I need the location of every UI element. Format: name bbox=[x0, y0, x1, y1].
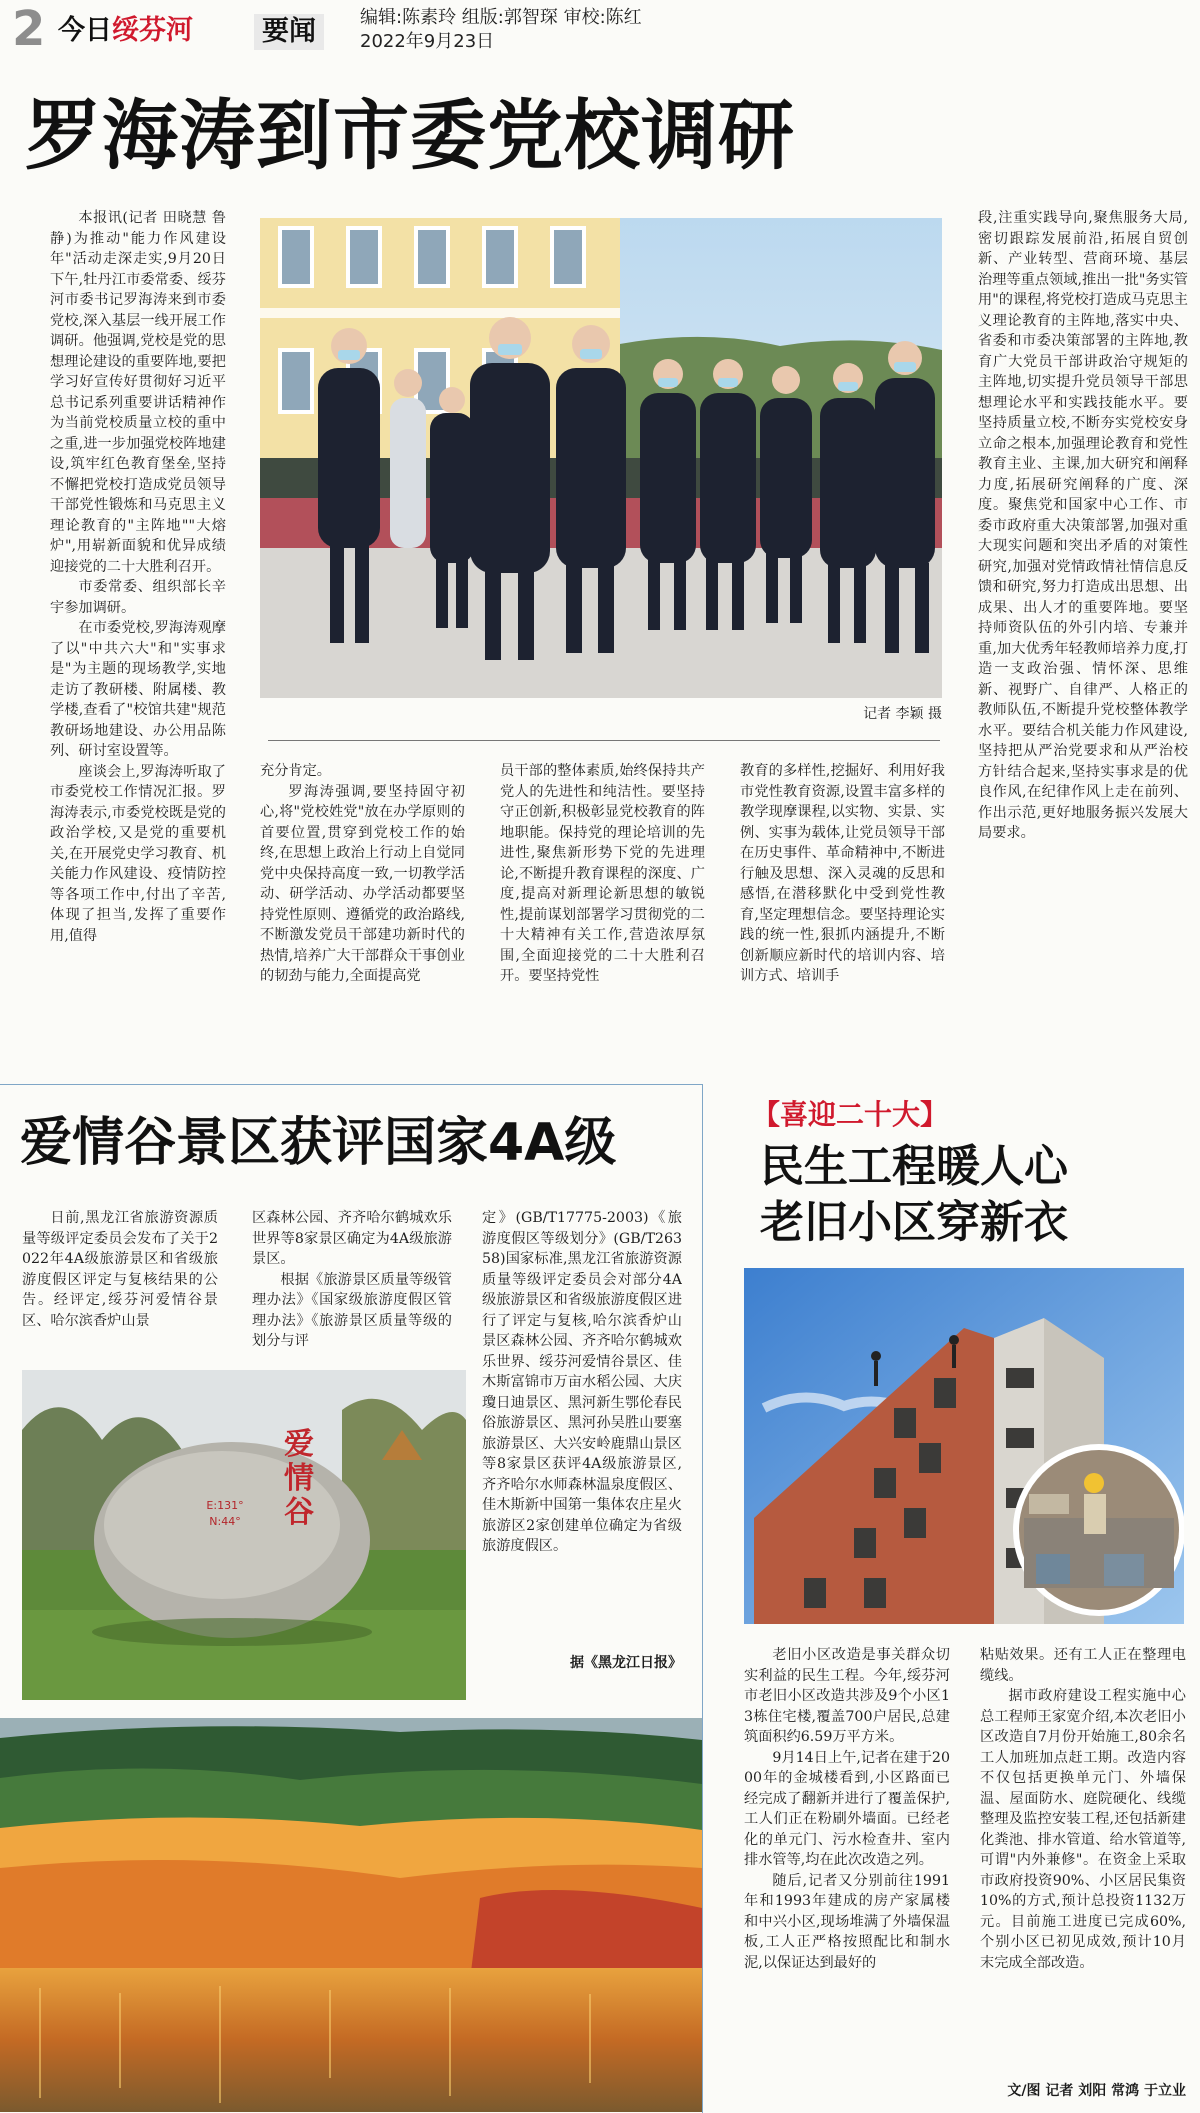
article-paragraph: 定》(GB/T17775-2003)《旅游度假区等级划分》(GB/T26358)国家标准,黑龙江省旅游资源质量等级评定委员会对部分4A级旅游景区和省级旅游度假区进行了评定与复核,哈尔滨香炉山景区森林公园、齐齐哈尔鹤城欢乐世界、绥芬河爱情谷景区、佳木斯富锦市万亩水稻公园、大庆瓊日迪景区、黑河新生鄂伦春民俗旅游景区、黑河孙吴胜山要塞旅游景区、大兴安岭鹿鼎山景区等8家景区获评4A级旅游景区,齐齐哈尔水师森林温泉度假区、佳木斯新中国第一集体农庄星火旅游区2家创建单位确定为省级旅游度假区。 bbox=[482, 1210, 682, 1554]
article2-col2 bbox=[252, 1208, 452, 1368]
article3-headline-line2: 老旧小区穿新衣 bbox=[760, 1197, 1068, 1248]
divider bbox=[268, 740, 940, 741]
article-paragraph: 日前,黑龙江省旅游资源质量等级评定委员会发布了关于2022年4A级旅游景区和省级旅游度假区评定与复核结果的公告。经评定,绥芬河爱情谷景区、哈尔滨香炉山景 bbox=[22, 1210, 218, 1329]
masthead bbox=[0, 0, 1200, 60]
article3-building-photo bbox=[744, 1268, 1184, 1624]
rock-coordinates: E:131° N:44° bbox=[206, 1499, 244, 1528]
article2-rock-photo bbox=[22, 1370, 466, 1700]
article-paragraph: 罗海涛强调,要坚持固守初心,将"党校姓党"放在办学原则的首要位置,贯穿到党校工作的始终,在思想上政治上行动上自觉同党中央保持高度一致,一切教学活动、研学活动、办学活动都要坚持党性原则、遵循党的政治路线,不断激发党员干部建功新时代的热情,培养广大干部群众干事创业的韧劲与能力,全面提高党 bbox=[260, 783, 465, 984]
page-number: 2 bbox=[12, 1, 46, 57]
article-paragraph: 随后,记者又分别前往1991年和1993年建成的房产家属楼和中兴小区,现场堆满了外墙保温板,工人正严格按照配比和制水泥,以保证达到最好的 bbox=[744, 1872, 950, 1971]
rock-inscription: 爱情谷 bbox=[284, 1427, 314, 1530]
article1-headline: 罗海涛到市委党校调研 bbox=[25, 91, 795, 180]
article2-col3 bbox=[482, 1208, 682, 1648]
article1-photo bbox=[260, 218, 942, 698]
article2-col1 bbox=[22, 1208, 218, 1368]
article-paragraph: 座谈会上,罗海涛听取了市委党校工作情况汇报。罗海涛表示,市委党校既是党的政治学校,又是党的重要机关,在开展党史学习教育、机关能力作风建设、疫情防控等各项工作中,付出了辛苦,体现了担当,发挥了重要作用,值得 bbox=[50, 763, 226, 944]
article3-col2 bbox=[980, 1645, 1186, 2073]
article2-autumn-photo bbox=[0, 1718, 702, 2112]
article-paragraph: 粘贴效果。还有工人正在整理电缆线。 bbox=[980, 1647, 1186, 1684]
article-paragraph: 段,注重实践导向,聚焦服务大局,密切跟踪发展前沿,拓展自贸创新、产业转型、营商环境、基层治理等重点领域,推出一批"务实管用"的课程,将党校打造成马克思主义理论教育的主阵地,落实中央、省委和市委决策部署的主阵地,教育广大党员干部讲政治守规矩的主阵地,切实提升党员领导干部思想理论水平和实践技能水平。要坚持质量立校,不断夯实党校安身立命之根本,加强理论教育和党性教育主业、主课,加大研究和阐释力度,拓展研究阐释的广度、深度。聚焦党和国家中心工作、市委市政府重大决策部署,加强对重大现实问题和突出矛盾的对策性研究,加强对党情政情社情信息反馈和研究,努力打造成出思想、出成果、出人才的重要阵地。要坚持师资队伍的外引内培、专兼并重,加大优秀年轻教师培养力度,打造一支政治强、情怀深、思维新、视野广、自律严、人格正的教师队伍,不断提升党校整体教学水平。要结合机关能力作风建设,坚持把从严治党要求和从严治校方针结合起来,坚持实事求是的优良作风,在纪律作风上走在前列、作出示范,更好地服务振兴发展大局要求。 bbox=[978, 210, 1188, 841]
article-paragraph: 本报讯(记者 田晓慧 鲁静)为推动"能力作风建设年"活动走深走实,9月20日下午,牡丹江市委常委、绥芬河市委书记罗海涛来到市委党校,深入基层一线开展工作调研。他强调,党校是党的思想理论建设的重要阵地,要把学习好宣传好贯彻好习近平总书记系列重要讲话精神作为当前党校质量立校的重中之重,进一步加强党校阵地建设,筑牢红色教育堡垒,坚持不懈把党校打造成党员领导干部党性锻炼和马克思主义理论教育的"主阵地""大熔炉",用崭新面貌和优异成绩迎接党的二十大胜利召开。 bbox=[50, 210, 226, 575]
brand-logo bbox=[58, 14, 193, 48]
section-label: 要闻 bbox=[254, 14, 324, 50]
article3-credit: 文/图 记者 刘阳 常鸿 于立业 bbox=[1007, 2083, 1186, 2099]
article-paragraph: 市委常委、组织部长辛宇参加调研。 bbox=[50, 579, 226, 616]
article1-col4 bbox=[740, 761, 945, 1041]
article-paragraph: 根据《旅游景区质量等级管理办法》《国家级旅游度假区管理办法》《旅游景区质量等级的划分与评 bbox=[252, 1271, 452, 1349]
brand-name: 绥芬河 bbox=[112, 15, 193, 46]
article3-col1 bbox=[744, 1645, 950, 2095]
article2-source: 据《黑龙江日报》 bbox=[570, 1655, 682, 1671]
building-photo-illustration bbox=[744, 1268, 1184, 1624]
autumn-lake-illustration bbox=[0, 1718, 702, 2112]
article-paragraph: 据市政府建设工程实施中心总工程师王家宽介绍,本次老旧小区改造自7月份开始施工,80余名工人加班加点赶工期。改造内容不仅包括更换单元门、外墙保温、屋面防水、庭院硬化、线缆整理及监控安装工程,还包括新建化粪池、排水管道、给水管道等,可谓"内外兼修"。在资金上采取市政府投资90%、小区居民集资10%的方式,预计总投资1132万元。目前施工进度已完成60%,个别小区已初见成效,预计10月末完成全部改造。 bbox=[980, 1688, 1186, 1971]
article-paragraph: 老旧小区改造是事关群众切实利益的民生工程。今年,绥芬河市老旧小区改造共涉及9个小区13栋住宅楼,覆盖700户居民,总建筑面积约6.59万平方米。 bbox=[744, 1647, 950, 1745]
article2-headline: 爱情谷景区获评国家4A级 bbox=[20, 1113, 617, 1173]
meeting-photo-illustration bbox=[260, 218, 942, 698]
credits: 编辑:陈素玲 组版:郭智琛 审校:陈红 bbox=[360, 7, 642, 28]
article-paragraph: 充分肯定。 bbox=[260, 763, 331, 779]
article-paragraph: 员干部的整体素质,始终保持共产党人的先进性和纯洁性。要坚持守正创新,积极彰显党校教育的阵地职能。保持党的理论培训的先进性,聚焦新形势下党的先进理论,不断提升教育课程的深度、广度,提高对新理论新思想的敏锐性,提前谋划部署学习贯彻党的二十大精神有关工作,营造浓厚氛围,全面迎接党的二十大胜利召开。要坚持党性 bbox=[500, 763, 705, 984]
article-paragraph: 教育的多样性,挖掘好、利用好我市党性教育资源,设置丰富多样的教学现摩课程,以实物、实景、实例、实事为载体,让党员领导干部在历史事件、革命精神中,不断进行触及思想、深入灵魂的反思和感悟,在潜移默化中受到党性教育,坚定理想信念。要坚持理论实践的统一性,狠抓内涵提升,不断创新顺应新时代的培训内容、培训方式、培训手 bbox=[740, 763, 945, 984]
article3-headline-line1: 民生工程暖人心 bbox=[760, 1141, 1068, 1192]
article1-col1 bbox=[50, 208, 226, 1038]
brand-prefix: 今日 bbox=[58, 15, 112, 46]
article1-col5 bbox=[978, 208, 1188, 1038]
article-paragraph: 在市委党校,罗海涛观摩了以"中共六大"和"实事求是"为主题的现场教学,实地走访了教研楼、附属楼、教学楼,查看了"校馆共建"规范教研场地建设、办公用品陈列、研讨室设置等。 bbox=[50, 620, 226, 759]
article3-kicker: 【喜迎二十大】 bbox=[752, 1098, 949, 1131]
rock-photo-illustration bbox=[22, 1370, 466, 1700]
article1-col3 bbox=[500, 761, 705, 1041]
article-paragraph: 9月14日上午,记者在建于2000年的金城楼看到,小区路面已经完成了翻新并进行了覆盖保护,工人们正在粉刷外墙面。已经老化的单元门、污水检查井、室内排水管等,均在此次改造之列。 bbox=[744, 1749, 950, 1868]
article-paragraph: 区森林公园、齐齐哈尔鹤城欢乐世界等8家景区确定为4A级旅游景区。 bbox=[252, 1210, 452, 1267]
article1-col2 bbox=[260, 761, 465, 1041]
issue-date: 2022年9月23日 bbox=[360, 31, 495, 52]
article1-photo-caption: 记者 李颖 摄 bbox=[863, 706, 942, 722]
